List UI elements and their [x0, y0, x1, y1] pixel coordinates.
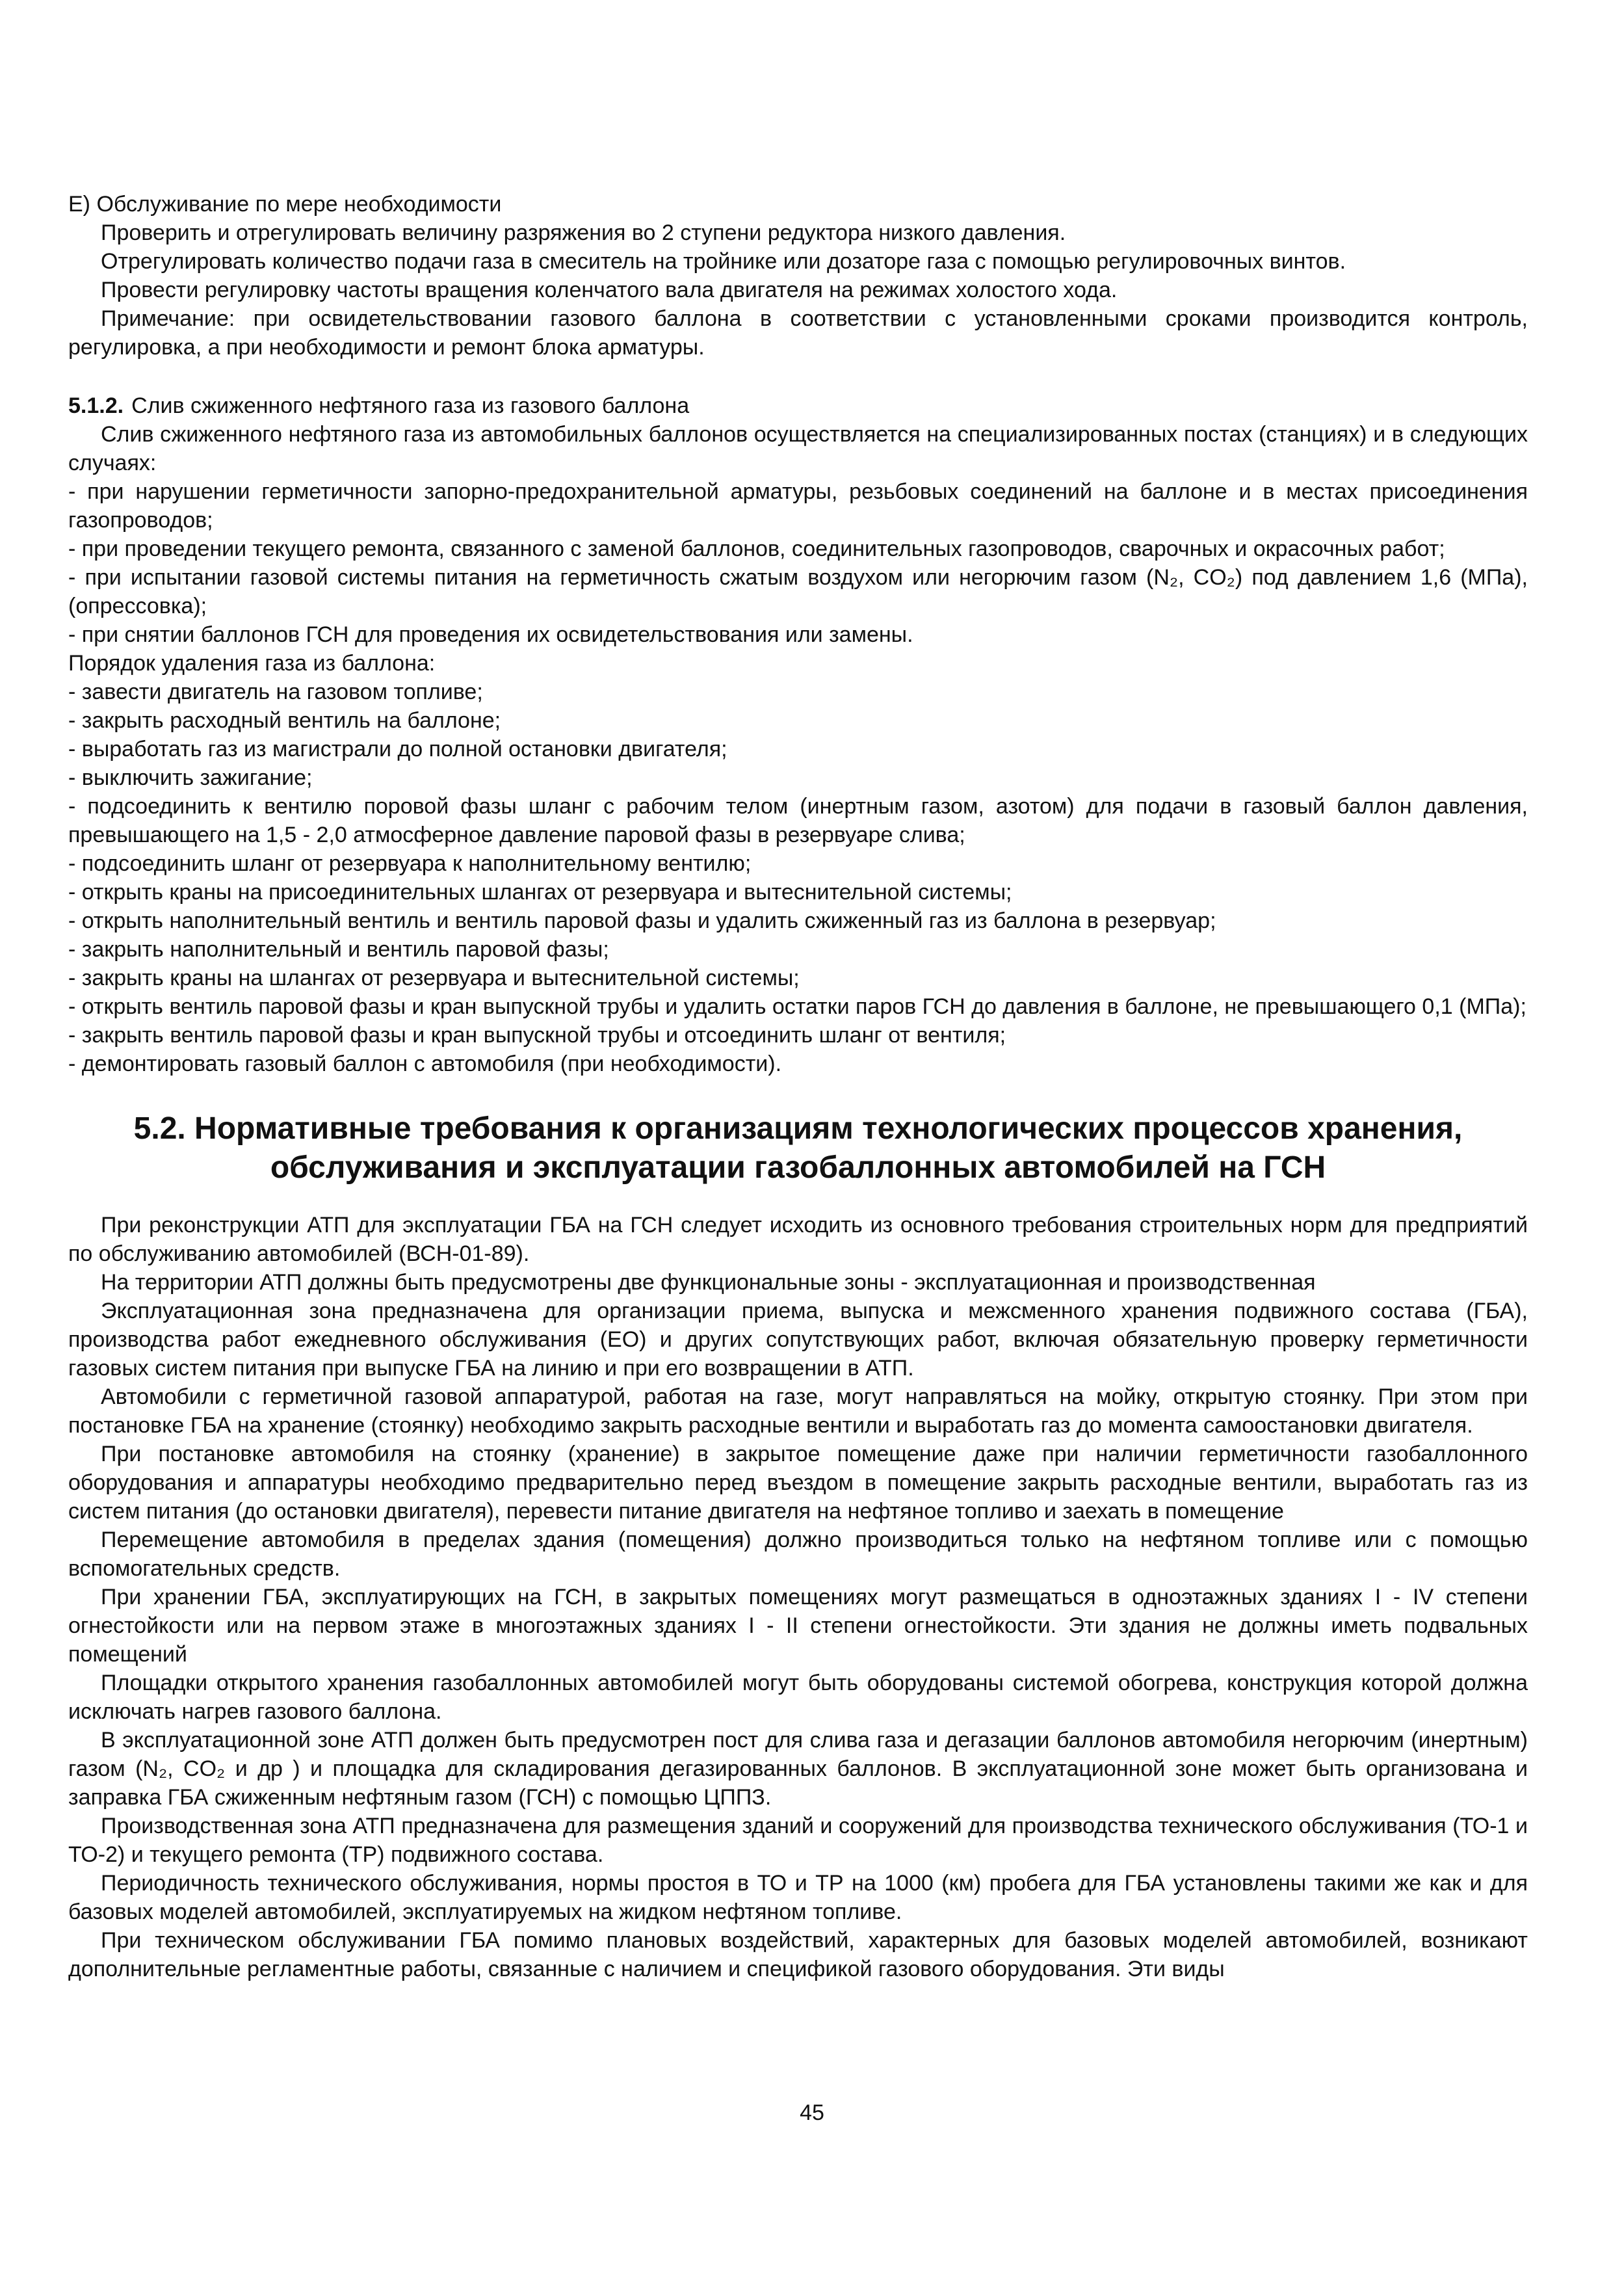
- procedure-step: - открыть краны на присоединительных шлангах от резервуара и вытеснительной системы;: [68, 880, 1012, 905]
- section-e-paragraph: Проверить и отрегулировать величину разряжения во 2 ступени редуктора низкого давления.: [101, 220, 1066, 245]
- procedure-step: - открыть наполнительный вентиль и вентиль паровой фазы и удалить сжиженный газ из баллона в резервуар;: [68, 908, 1216, 933]
- section-e-heading: Е) Обслуживание по мере необходимости: [68, 192, 502, 217]
- body-paragraph: При хранении ГБА, эксплуатирующих на ГСН, в закрытых помещениях могут размещаться в одноэтажных зданиях I - IV степени огнестойкости или на первом этаже в многоэтажных зданиях I - II степени огнестойкости. Эти здания не должны иметь подвальных помещений: [68, 1585, 1528, 1667]
- procedure-step: - завести двигатель на газовом топливе;: [68, 680, 483, 704]
- procedure-step: - открыть вентиль паровой фазы и кран выпускной трубы и удалить остатки паров ГСН до давления в баллоне, не превышающего 0,1 (МПа);: [68, 994, 1526, 1019]
- subsection-intro: Слив сжиженного нефтяного газа из автомобильных баллонов осуществляется на специализированных постах (станциях) и в следующих случаях:: [68, 422, 1528, 475]
- body-paragraph: Площадки открытого хранения газобаллонных автомобилей могут быть оборудованы системой обогрева, конструкция которой должна исключать нагрев газового баллона.: [68, 1671, 1528, 1724]
- body-paragraph: При постановке автомобиля на стоянку (хранение) в закрытое помещение даже при наличии герметичности газобаллонного оборудования и аппаратуры необходимо предварительно перед въездом в помещение закрыть расходные вентили, выработать газ из систем питания (до остановки двигателя), перевести питание двигателя на нефтяное топливо и заехать в помещение: [68, 1442, 1528, 1524]
- section-5-1-2: [68, 391, 1528, 1078]
- section-e-paragraph: Отрегулировать количество подачи газа в смеситель на тройнике или дозаторе газа с помощью регулировочных винтов.: [101, 249, 1346, 274]
- case-item: - при снятии баллонов ГСН для проведения их освидетельствования или замены.: [68, 622, 913, 647]
- procedure-step: - подсоединить к вентилю поровой фазы шланг с рабочим телом (инертным газом, азотом) для подачи в газовый баллон давления, превышающего на 1,5 - 2,0 атмосферное давление паровой фазы в резервуаре слива;: [68, 794, 1528, 847]
- section-e: [68, 190, 1528, 362]
- section-title-line: 5.2. Нормативные требования к организациям технологических процессов хранения,: [133, 1111, 1463, 1146]
- procedure-step: - закрыть вентиль паровой фазы и кран выпускной трубы и отсоединить шланг от вентиля;: [68, 1023, 1006, 1048]
- procedure-step: - закрыть расходный вентиль на баллоне;: [68, 708, 501, 733]
- subsection-heading: [68, 391, 1528, 420]
- section-5-2-body: [68, 1211, 1528, 1983]
- procedure-step: - закрыть наполнительный и вентиль паровой фазы;: [68, 937, 609, 962]
- body-paragraph: Эксплуатационная зона предназначена для организации приема, выпуска и межсменного хранения подвижного состава (ГБА), производства работ ежедневного обслуживания (ЕО) и других сопутствующих работ, включая обязательную проверку герметичности газовых систем питания при выпуске ГБА на линию и при его возвращении в АТП.: [68, 1299, 1528, 1381]
- body-paragraph: При техническом обслуживании ГБА помимо плановых воздействий, характерных для базовых моделей автомобилей, возникают дополнительные регламентные работы, связанные с наличием и спецификой газового оборудования. Эти виды: [68, 1928, 1528, 1981]
- procedure-step: - выключить зажигание;: [68, 765, 313, 790]
- body-paragraph: При реконструкции АТП для эксплуатации ГБА на ГСН следует исходить из основного требования строительных норм для предприятий по обслуживанию автомобилей (ВСН-01-89).: [68, 1213, 1528, 1266]
- section-e-paragraph: Провести регулировку частоты вращения коленчатого вала двигателя на режимах холостого хода.: [101, 278, 1118, 302]
- section-5-2-title: [68, 1109, 1528, 1187]
- case-item: - при испытании газовой системы питания на герметичность сжатым воздухом или негорючим газом (N₂, CO₂) под давлением 1,6 (МПа), (опрессовка);: [68, 565, 1528, 618]
- case-item: - при проведении текущего ремонта, связанного с заменой баллонов, соединительных газопроводов, сварочных и окрасочных работ;: [68, 536, 1445, 561]
- procedure-step: - демонтировать газовый баллон с автомобиля (при необходимости).: [68, 1052, 782, 1076]
- body-paragraph: В эксплуатационной зоне АТП должен быть предусмотрен пост для слива газа и дегазации баллонов автомобиля негорючим (инертным) газом (N₂, CO₂ и др ) и площадка для складирования дегазированных баллонов. В эксплуатационной зоне может быть организована и заправка ГБА сжиженным нефтяным газом (ГСН) с помощью ЦППЗ.: [68, 1728, 1528, 1810]
- page-content: [68, 190, 1528, 1983]
- body-paragraph: Перемещение автомобиля в пределах здания (помещения) должно производиться только на нефтяном топливе или с помощью вспомогательных средств.: [68, 1528, 1528, 1581]
- procedure-heading: Порядок удаления газа из баллона:: [68, 651, 436, 676]
- procedure-step: - подсоединить шланг от резервуара к наполнительному вентилю;: [68, 851, 752, 876]
- body-paragraph: На территории АТП должны быть предусмотрены две функциональные зоны - эксплуатационная и производственная: [101, 1270, 1316, 1295]
- section-title-line: обслуживания и эксплуатации газобаллонных автомобилей на ГСН: [270, 1150, 1326, 1185]
- subsection-title: Слив сжиженного нефтяного газа из газового баллона: [131, 393, 690, 418]
- subsection-number: 5.1.2.: [68, 393, 124, 418]
- section-e-note: Примечание: при освидетельствовании газового баллона в соответствии с установленными сроками производится контроль, регулировка, а при необходимости и ремонт блока арматуры.: [68, 306, 1528, 360]
- case-item: - при нарушении герметичности запорно-предохранительной арматуры, резьбовых соединений на баллоне и в местах присоединения газопроводов;: [68, 479, 1528, 533]
- procedure-step: - выработать газ из магистрали до полной остановки двигателя;: [68, 737, 727, 761]
- body-paragraph: Производственная зона АТП предназначена для размещения зданий и сооружений для производства технического обслуживания (ТО-1 и ТО-2) и текущего ремонта (ТР) подвижного состава.: [68, 1814, 1528, 1867]
- body-paragraph: Автомобили с герметичной газовой аппаратурой, работая на газе, могут направляться на мойку, открытую стоянку. При этом при постановке ГБА на хранение (стоянку) необходимо закрыть расходные вентили и выработать газ до момента самоостановки двигателя.: [68, 1384, 1528, 1438]
- page-number: 45: [800, 2100, 824, 2125]
- body-paragraph: Периодичность технического обслуживания, нормы простоя в ТО и ТР на 1000 (км) пробега для ГБА установлены такими же как и для базовых моделей автомобилей, эксплуатируемых на жидком нефтяном топливе.: [68, 1871, 1528, 1924]
- procedure-step: - закрыть краны на шлангах от резервуара и вытеснительной системы;: [68, 966, 800, 990]
